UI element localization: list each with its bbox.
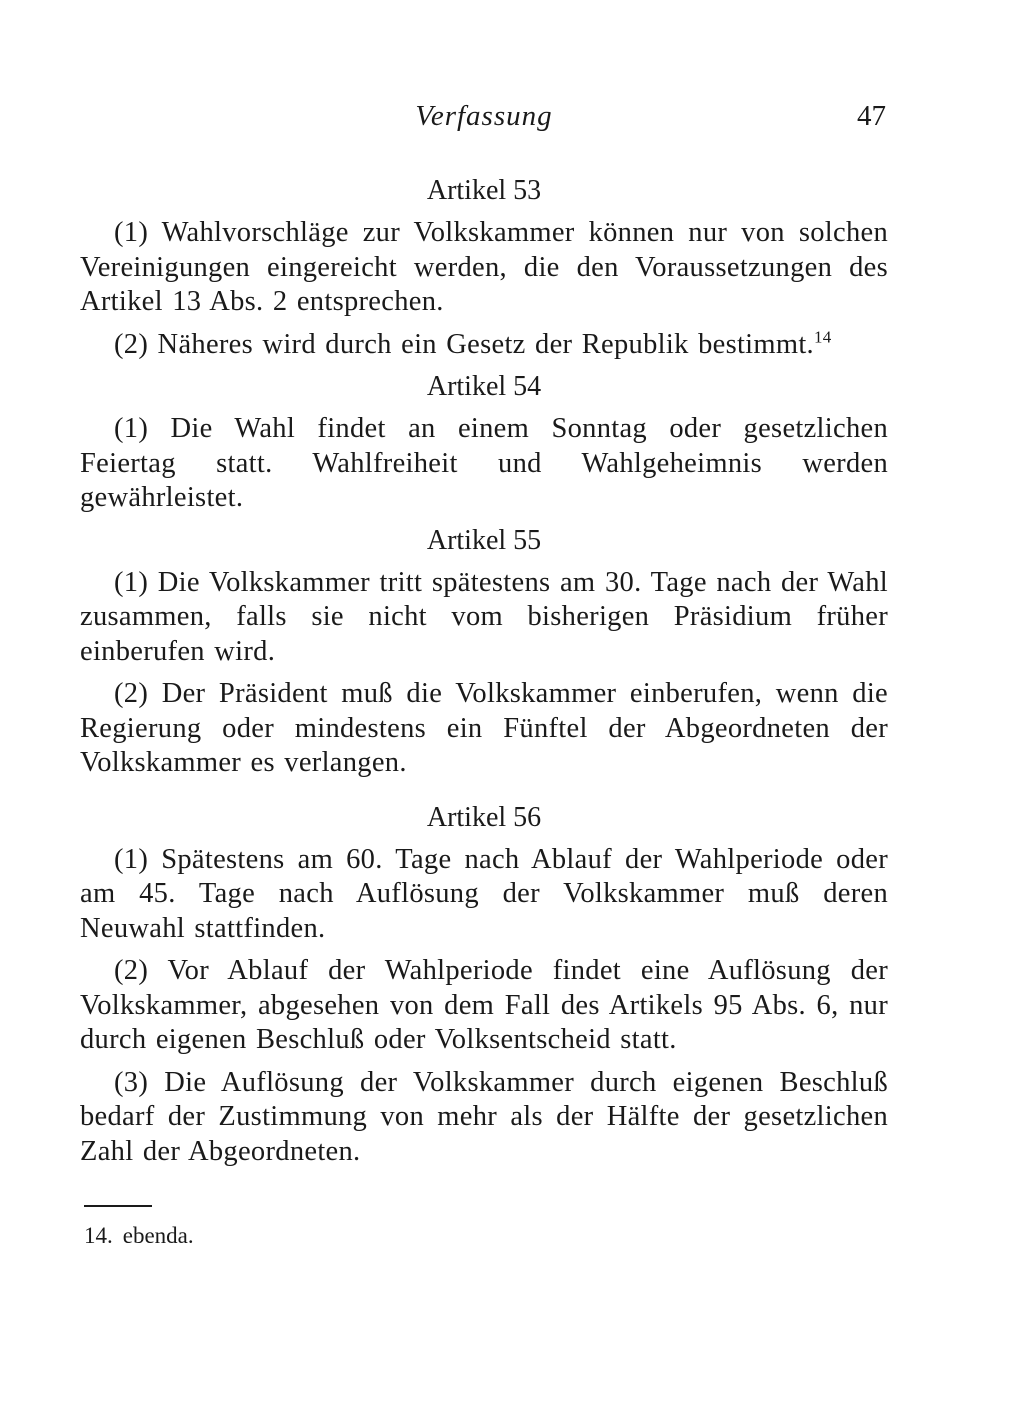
footnote-14: [84, 1222, 194, 1250]
article-53-heading: Artikel 53: [426, 175, 542, 206]
body-text: [80, 168, 888, 1177]
footnote-reference-14[interactable]: 14: [813, 327, 832, 346]
article-56-paragraph-3: (3) Die Auflösung der Volkskammer durch eigenen Beschluß bedarf der Zustimmung von mehr als der Hälfte der gesetzlichen Zahl der Abgeordneten.: [80, 1066, 888, 1167]
footnote-divider: [84, 1205, 152, 1207]
article-56-paragraph-2: (2) Vor Ablauf der Wahlperiode findet eine Auflösung der Volkskammer, abgesehen von dem Fall des Artikels 95 Abs. 6, nur durch eigenen Beschluß oder Volksentscheid statt.: [80, 955, 888, 1055]
article-56-heading: Artikel 56: [426, 801, 542, 833]
footnote-number: 14.: [84, 1223, 113, 1248]
article-55-heading: Artikel 55: [426, 524, 542, 556]
article-55-paragraph-1: (1) Die Volkskammer tritt spätestens am 30. Tage nach der Wahl zusammen, falls sie nicht vom bisherigen Präsidium früher einberufen wird.: [80, 566, 888, 667]
article-55-paragraph-2: (2) Der Präsident muß die Volkskammer einberufen, wenn die Regierung oder mindestens ein Fünftel der Abgeordneten der Volkskammer es verlangen.: [80, 678, 888, 778]
article-56-paragraph-1: (1) Spätestens am 60. Tage nach Ablauf der Wahlperiode oder am 45. Tage nach Auflösung der Volkskammer muß deren Neuwahl stattfinden.: [80, 843, 888, 944]
document-page: [80, 0, 888, 1414]
article-54-heading: Artikel 54: [426, 371, 542, 402]
page-number: 47: [857, 100, 886, 132]
running-title: Verfassung: [415, 100, 553, 132]
article-53-paragraph-1: (1) Wahlvorschläge zur Volkskammer können nur von solchen Vereinigungen eingereicht werden, die den Voraussetzungen des Artikel 13 Abs. 2 entsprechen.: [80, 217, 888, 317]
article-53-paragraph-2: [80, 328, 888, 363]
running-head: [80, 100, 888, 140]
article-54-paragraph-1: (1) Die Wahl findet an einem Sonntag oder gesetzlichen Feiertag statt. Wahlfreiheit und Wahlgeheimnis werden gewährleistet.: [80, 413, 888, 513]
footnote-text: ebenda.: [122, 1223, 194, 1248]
article-53-paragraph-2-text: (2) Näheres wird durch ein Gesetz der Republik bestimmt.: [114, 328, 814, 360]
